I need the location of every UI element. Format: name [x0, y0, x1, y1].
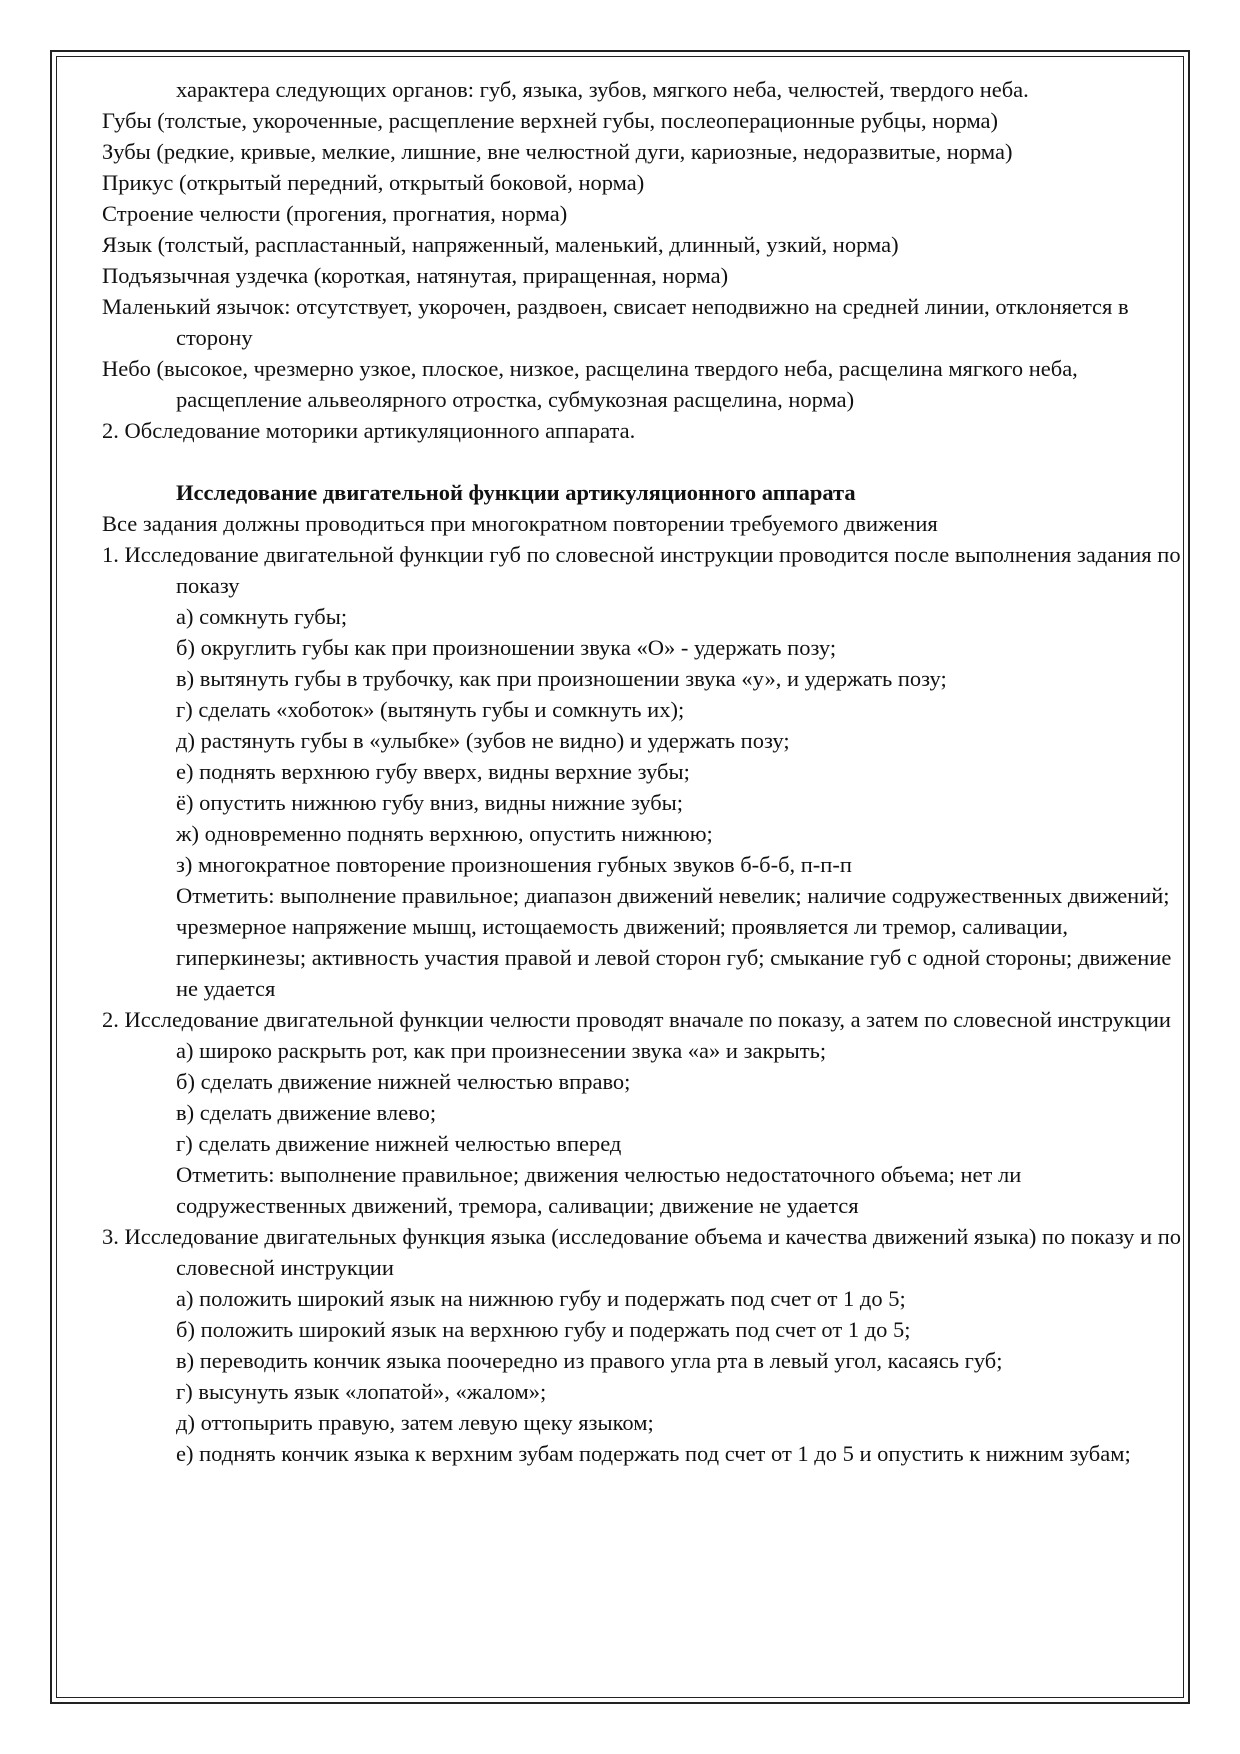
text-paragraph: в) сделать движение влево;	[176, 1100, 437, 1125]
text-paragraph: характера следующих органов: губ, языка, зубов, мягкого неба, челюстей, твердого неба.	[176, 77, 1029, 102]
text-paragraph: е) поднять кончик языка к верхним зубам подержать под счет от 1 до 5 и опустить к нижним зубам;	[176, 1441, 1131, 1466]
text-paragraph: Маленький язычок: отсутствует, укорочен, раздвоен, свисает неподвижно на средней линии, отклоняется в сторону	[102, 294, 1129, 350]
text-paragraph: е) поднять верхнюю губу вверх, видны верхние зубы;	[176, 759, 690, 784]
text-paragraph: 1. Исследование двигательной функции губ по словесной инструкции проводится после выполнения задания по показу	[102, 542, 1181, 598]
text-paragraph: Отметить: выполнение правильное; диапазон движений невелик; наличие содружественных движений; чрезмерное напряжение мышц, истощаемость движений; проявляется ли тремор, саливации, гиперкинезы; активность участия правой и левой сторон губ; смыкание губ с одной стороны; движение не удается	[176, 883, 1172, 1001]
section-heading: Исследование двигательной функции артикуляционного аппарата	[176, 480, 856, 505]
text-paragraph: Прикус (открытый передний, открытый боковой, норма)	[102, 170, 645, 195]
text-paragraph: Строение челюсти (прогения, прогнатия, норма)	[102, 201, 568, 226]
text-paragraph: 2. Исследование двигательной функции челюсти проводят вначале по показу, а затем по словесной инструкции	[102, 1007, 1171, 1032]
text-paragraph: г) сделать «хоботок» (вытянуть губы и сомкнуть их);	[176, 697, 685, 722]
text-paragraph: Отметить: выполнение правильное; движения челюстью недостаточного объема; нет ли содружественных движений, тремора, саливации; движение не удается	[176, 1162, 1022, 1218]
text-paragraph: в) вытянуть губы в трубочку, как при произношении звука «у», и удержать позу;	[176, 666, 947, 691]
text-paragraph: б) положить широкий язык на верхнюю губу и подержать под счет от 1 до 5;	[176, 1317, 911, 1342]
text-paragraph: Подъязычная уздечка (короткая, натянутая, приращенная, норма)	[102, 263, 729, 288]
text-paragraph: а) широко раскрыть рот, как при произнесении звука «а» и закрыть;	[176, 1038, 827, 1063]
text-paragraph: ж) одновременно поднять верхнюю, опустить нижнюю;	[176, 821, 713, 846]
text-paragraph: б) округлить губы как при произношении звука «О» - удержать позу;	[176, 635, 837, 660]
text-paragraph: Небо (высокое, чрезмерно узкое, плоское, низкое, расщелина твердого неба, расщелина мягкого неба, расщепление альвеолярного отростка, субмукозная расщелина, норма)	[102, 356, 1078, 412]
text-paragraph: 3. Исследование двигательных функция языка (исследование объема и качества движений языка) по показу и по словесной инструкции	[102, 1224, 1182, 1280]
text-paragraph: Язык (толстый, распластанный, напряженный, маленький, длинный, узкий, норма)	[102, 232, 899, 257]
text-paragraph: г) высунуть язык «лопатой», «жалом»;	[176, 1379, 547, 1404]
text-paragraph: в) переводить кончик языка поочередно из правого угла рта в левый угол, касаясь губ;	[176, 1348, 1003, 1373]
text-paragraph: б) сделать движение нижней челюстью вправо;	[176, 1069, 631, 1094]
document-body	[102, 74, 1182, 1469]
text-paragraph: д) растянуть губы в «улыбке» (зубов не видно) и удержать позу;	[176, 728, 790, 753]
text-paragraph: Зубы (редкие, кривые, мелкие, лишние, вне челюстной дуги, кариозные, недоразвитые, норма)	[102, 139, 1013, 164]
text-paragraph: а) сомкнуть губы;	[176, 604, 348, 629]
text-paragraph: ё) опустить нижнюю губу вниз, видны нижние зубы;	[176, 790, 684, 815]
text-paragraph: д) оттопырить правую, затем левую щеку языком;	[176, 1410, 654, 1435]
text-paragraph: г) сделать движение нижней челюстью вперед	[176, 1131, 622, 1156]
text-paragraph: а) положить широкий язык на нижнюю губу и подержать под счет от 1 до 5;	[176, 1286, 906, 1311]
text-paragraph: з) многократное повторение произношения губных звуков б-б-б, п-п-п	[176, 852, 852, 877]
text-paragraph: Губы (толстые, укороченные, расщепление верхней губы, послеоперационные рубцы, норма)	[102, 108, 999, 133]
text-paragraph: Все задания должны проводиться при многократном повторении требуемого движения	[102, 511, 938, 536]
text-paragraph: 2. Обследование моторики артикуляционного аппарата.	[102, 418, 636, 443]
